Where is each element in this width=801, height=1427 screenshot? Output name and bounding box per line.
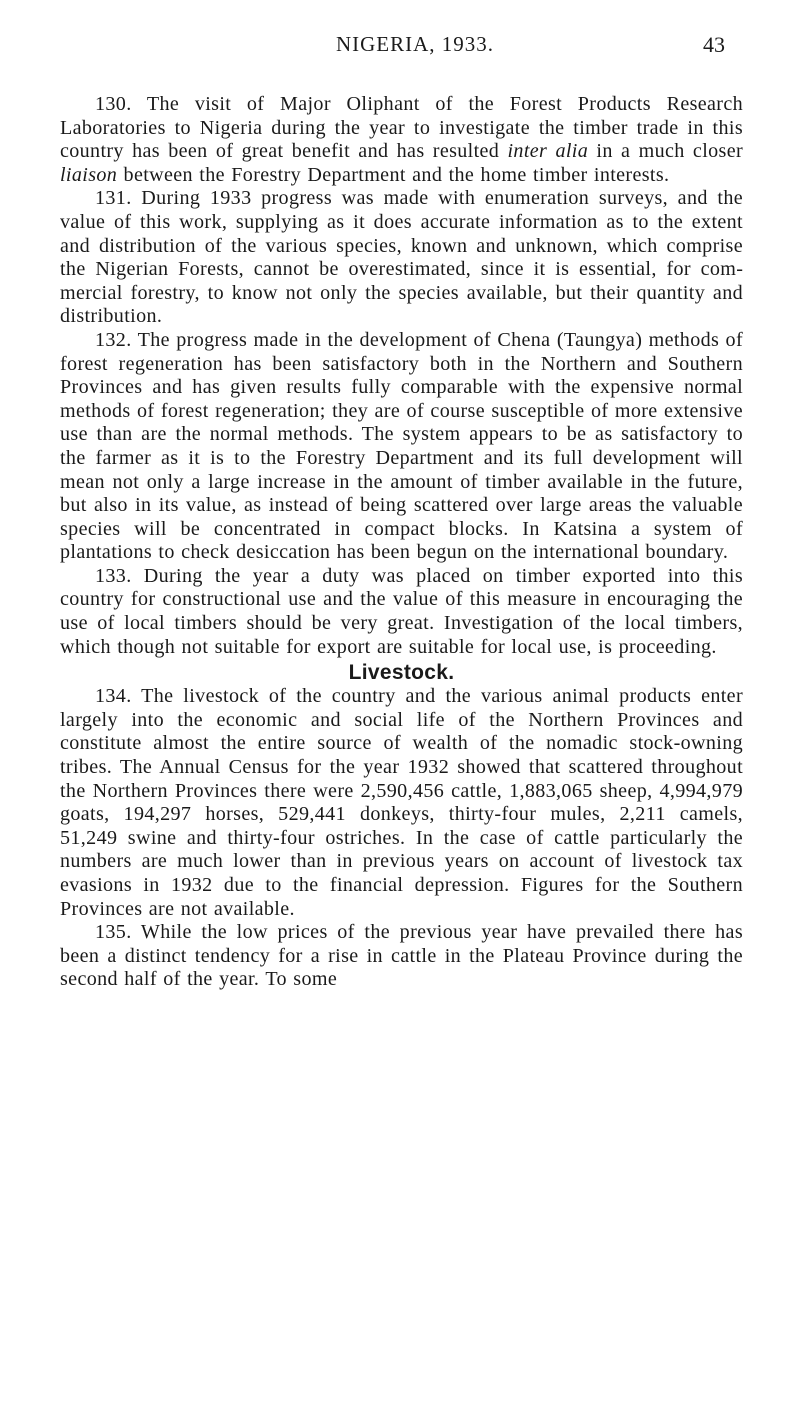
running-title: NIGERIA, 1933.	[335, 32, 495, 56]
paragraph-132: 132. The progress made in the development of Chena (Taungya) methods of forest regeneration has been satisfactory both in the Northern and Southern Provinces and has given results fully comparable with the expensive normal methods of forest regeneration; they are of course susceptible of more extensive use than are the normal methods. The system appears to be as satisfactory to the farmer as it is to the Forestry Department and its full development will mean not only a large increase in the amount of timber available in the future, but also in its value, as instead of being scattered over large areas the valuable species will be concentrated in compact blocks. In Katsina a system of plantations to check desiccation has been begun on the international boundary.	[60, 328, 743, 564]
paragraph-135: 135. While the low prices of the previous year have prevailed there has been a distinct tendency for a rise in cattle in the Plateau Province during the second half of the year. To some	[60, 921, 743, 991]
body-text	[60, 93, 743, 992]
paragraph-130-italic-liaison: liaison	[60, 163, 118, 186]
paragraph-133: 133. During the year a duty was placed on timber exported into this country for constructional use and the value of this measure in encouraging the use of local timbers should be very great. Investigation of the local timbers, which though not suitable for export are suitable for local use, is proceeding.	[60, 564, 743, 658]
paragraph-130	[60, 93, 743, 187]
running-header	[105, 32, 725, 62]
page-number: 43	[703, 32, 725, 57]
section-heading-livestock: Livestock.	[348, 661, 455, 685]
paragraph-130-text-cont: in a much closer	[588, 140, 744, 163]
paragraph-134: 134. The livestock of the country and the various animal products enter largely into the economic and social life of the Northern Provinces and constitute almost the entire source of wealth of the nomadic stock-owning tribes. The Annual Census for the year 1932 showed that scattered throughout the Northern Provinces there were 2,590,456 cattle, 1,883,065 sheep, 4,994,979 goats, 194,297 horses, 529,441 donkeys, thirty-four mules, 2,211 camels, 51,249 swine and thirty-four ostriches. In the case of cattle particularly the numbers are much lower than in previous years on account of livestock tax evasions in 1932 due to the financial depression. Figures for the Southern Provinces are not available.	[60, 685, 743, 920]
paragraph-131: 131. During 1933 progress was made with enumeration surveys, and the value of this work, supplying as it does accurate information as to the extent and distribution of the various species, known and unknown, which comprise the Nigerian Forests, cannot be overestimated, since it is essential, for commercial forestry, to know not only the species available, but their quantity and distribution.	[60, 187, 743, 328]
paragraph-130-text-end: between the Forestry Department and the home timber interests.	[117, 163, 670, 186]
paragraph-130-text: 130. The visit of Major Oliphant of the Forest Products Research Laboratories to Nigeria during the year to investigate the timber trade in this country has been of great benefit and has resulted	[60, 93, 743, 163]
paragraph-130-italic-inter-alia: inter alia	[507, 140, 589, 163]
